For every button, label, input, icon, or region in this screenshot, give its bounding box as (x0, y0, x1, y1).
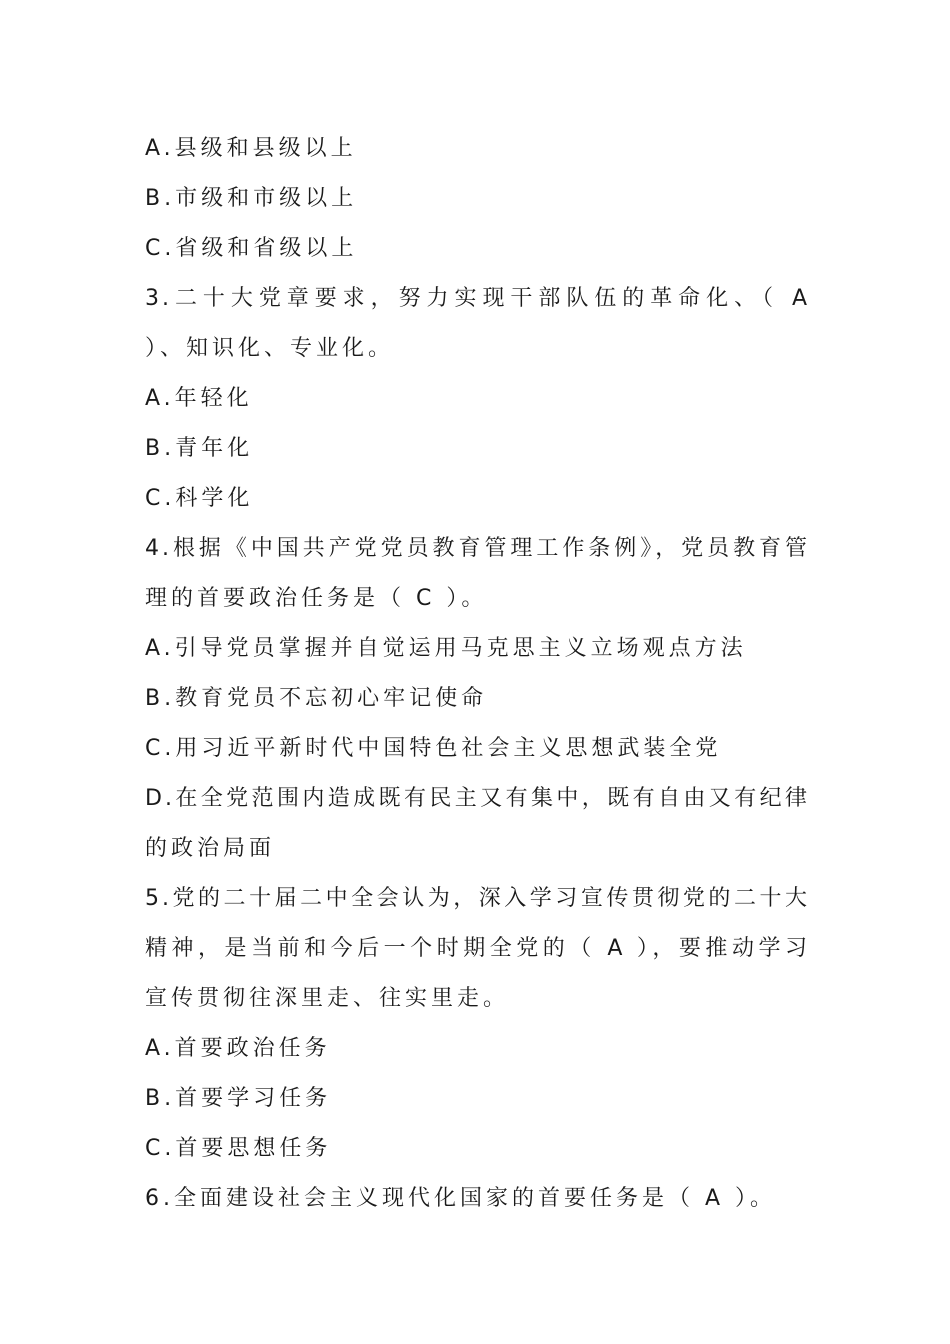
question-line: 宣传贯彻往深里走、往实里走。 (145, 986, 510, 1011)
option-line: C.科学化 (145, 486, 254, 511)
option-line: B.市级和市级以上 (145, 186, 358, 211)
question-line: 5.党的二十届二中全会认为，深入学习宣传贯彻党的二十大 (145, 886, 810, 911)
question-line: 精神，是当前和今后一个时期全党的（ A ），要推动学习 (145, 936, 810, 961)
question-line: 6.全面建设社会主义现代化国家的首要任务是（ A ）。 (145, 1186, 777, 1211)
option-line: 的政治局面 (145, 836, 276, 861)
option-line: A.年轻化 (145, 386, 253, 411)
question-line: 理的首要政治任务是（ C ）。 (145, 586, 488, 611)
option-line: C.省级和省级以上 (145, 236, 358, 261)
question-line: ）、知识化、专业化。 (145, 336, 395, 361)
option-line: A.首要政治任务 (145, 1036, 331, 1061)
option-line: A.县级和县级以上 (145, 136, 357, 161)
question-line: 4.根据《中国共产党党员教育管理工作条例》，党员教育管 (145, 536, 810, 561)
option-line: B.教育党员不忘初心牢记使命 (145, 686, 488, 711)
option-line: B.首要学习任务 (145, 1086, 332, 1111)
option-line: C.首要思想任务 (145, 1136, 332, 1161)
option-line: C.用习近平新时代中国特色社会主义思想武装全党 (145, 736, 722, 761)
question-text-block (145, 124, 810, 1224)
option-line: B.青年化 (145, 436, 254, 461)
option-line: D.在全党范围内造成既有民主又有集中，既有自由又有纪律 (145, 786, 810, 811)
question-line: 3.二十大党章要求，努力实现干部队伍的革命化、（ A (145, 286, 810, 311)
option-line: A.引导党员掌握并自觉运用马克思主义立场观点方法 (145, 636, 747, 661)
